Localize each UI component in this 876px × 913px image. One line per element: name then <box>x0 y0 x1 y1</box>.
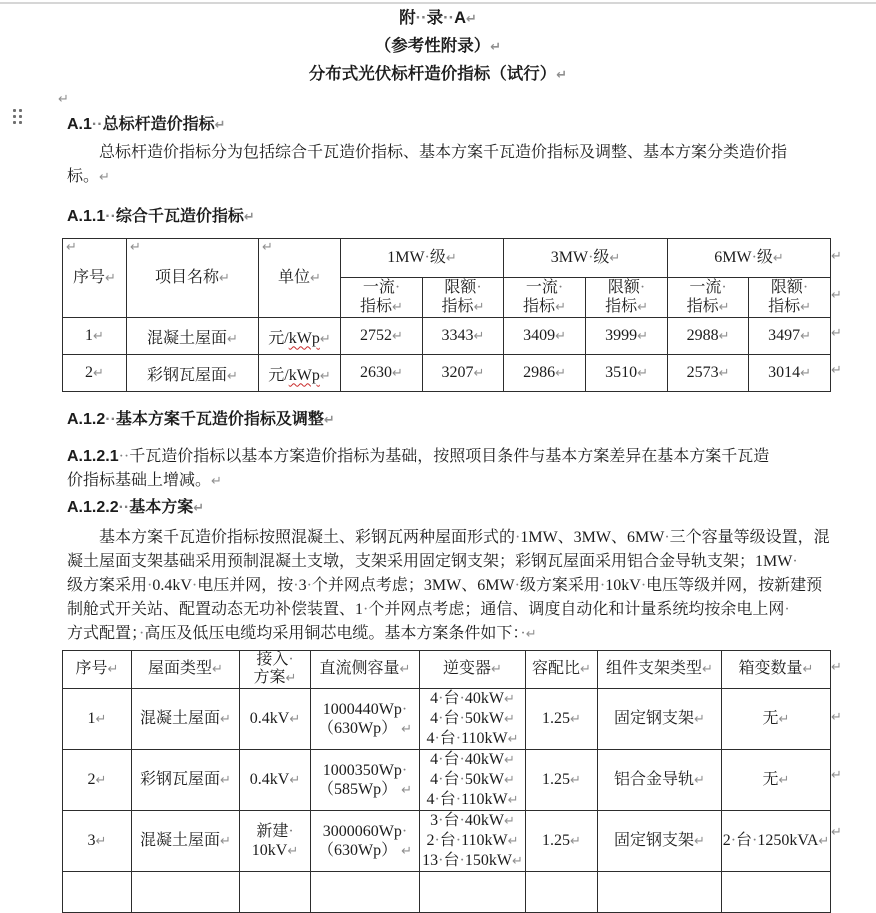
t1-cell-value[interactable] <box>423 355 504 392</box>
cell-text: 3497↵ <box>768 327 811 344</box>
cell-corner-mark: ↵ <box>262 240 273 255</box>
empty-paragraph-mark: ↵ <box>58 92 69 107</box>
t1-subheader[interactable] <box>668 278 749 318</box>
t1-cell-value[interactable] <box>668 355 749 392</box>
t2-cell[interactable] <box>420 750 526 811</box>
t2-cell[interactable] <box>420 872 526 913</box>
paragraph-mark: ↵ <box>319 368 331 384</box>
appendix-heading[interactable]: 附··录··A↵ <box>399 9 477 27</box>
t1-cell-value[interactable] <box>749 355 831 392</box>
t2-header[interactable] <box>63 651 132 689</box>
t2-cell[interactable] <box>240 811 311 872</box>
t2-cell[interactable] <box>526 811 598 872</box>
comprehensive-cost-table <box>62 238 842 392</box>
t2-cell[interactable] <box>240 689 311 750</box>
t2-cell[interactable] <box>598 750 722 811</box>
t1-cell-value[interactable] <box>504 355 586 392</box>
table-row <box>63 750 831 811</box>
t2-header-label: 容配比↵ <box>532 660 591 677</box>
t1-header-1mw[interactable] <box>341 239 504 278</box>
cell-text: 固定钢支架↵ <box>614 710 705 727</box>
cell-text: 2·台·1250kVA↵ <box>722 832 830 849</box>
t1-header-seq-label: 序号↵ <box>73 268 116 286</box>
t2-header[interactable] <box>240 651 311 689</box>
t1-cell-value[interactable] <box>423 318 504 355</box>
row-end-mark: ↵ <box>831 249 842 264</box>
t2-cell[interactable] <box>132 750 240 811</box>
cell-text: 彩钢瓦屋面↵ <box>140 771 231 788</box>
t1-header-3mw-label: 3MW·级↵ <box>550 248 621 266</box>
t1-header-6mw-label: 6MW·级↵ <box>714 248 784 266</box>
t1-subheader[interactable] <box>749 278 831 318</box>
t2-cell[interactable] <box>240 750 311 811</box>
cell-text: 1↵ <box>87 710 107 727</box>
cell-text: 3207↵ <box>441 364 485 381</box>
t1-cell-value[interactable] <box>341 318 423 355</box>
t1-cell-unit[interactable] <box>259 355 341 392</box>
cell-text: 混凝土屋面↵ <box>140 710 231 727</box>
t1-cell-value[interactable] <box>586 318 668 355</box>
t1-cell-name[interactable] <box>127 318 259 355</box>
row-end-mark: ↵ <box>831 363 842 378</box>
clause-text: ··千瓦造价指标以基本方案造价指标为基础，按照项目条件与基本方案差异在基本方案千瓦造 价指标基础上增减。↵ <box>67 448 770 489</box>
t2-cell[interactable] <box>240 872 311 913</box>
table-row <box>63 355 831 392</box>
table-row-clipped <box>63 872 831 913</box>
cell-text: 3000060Wp· （630Wp） ↵ <box>317 822 412 859</box>
t2-header-label: 屋面类型↵ <box>148 660 223 677</box>
top-border-line <box>0 2 876 4</box>
cell-text: 3014↵ <box>768 364 811 381</box>
t1-header-item[interactable] <box>127 239 259 318</box>
t2-cell[interactable] <box>526 872 598 913</box>
t2-cell[interactable] <box>722 872 831 913</box>
cell-text: 1.25↵ <box>542 771 581 788</box>
t1-subheader-label: 一流· 指标↵ <box>686 279 730 315</box>
cell-text: 无↵ <box>762 771 790 788</box>
paragraph-a1[interactable]: 总标杆造价指标分为包括综合千瓦造价指标、基本方案千瓦造价指标及调整、基本方案分类造价指 标。↵ <box>67 144 788 185</box>
cell-text: 1↵ <box>85 327 104 344</box>
t1-cell-value[interactable] <box>504 318 586 355</box>
cell-text: 3↵ <box>87 832 107 849</box>
cell-text: 固定钢支架↵ <box>614 832 705 849</box>
t1-subheader[interactable] <box>423 278 504 318</box>
t1-subheader-label: 限额· 指标↵ <box>768 279 811 315</box>
cell-corner-mark: ↵ <box>130 240 141 255</box>
cell-text: 2986↵ <box>523 364 566 381</box>
t2-cell[interactable] <box>722 750 831 811</box>
cell-text: 元/ <box>268 329 289 347</box>
t1-subheader-label: 一流· 指标↵ <box>523 279 566 315</box>
cell-text: 3409↵ <box>523 327 566 344</box>
heading-a11[interactable]: A.1.1··综合千瓦造价指标↵ <box>67 208 255 225</box>
basic-scheme-table-wrap <box>62 650 842 913</box>
cell-text: 3999↵ <box>605 327 648 344</box>
t1-header-1mw-label: 1MW·级↵ <box>387 248 457 266</box>
t1-cell-value[interactable] <box>586 355 668 392</box>
cell-text: 2↵ <box>87 771 107 788</box>
t2-cell[interactable] <box>311 750 420 811</box>
heading-a1[interactable]: A.1··总标杆造价指标↵ <box>67 116 226 133</box>
cell-text: 4·台·40kW↵ 4·台·50kW↵ 4·台·110kW↵ <box>426 751 519 808</box>
t2-cell[interactable] <box>722 689 831 750</box>
t2-cell[interactable] <box>132 689 240 750</box>
t1-header-unit[interactable] <box>259 239 341 318</box>
t1-cell-value[interactable] <box>341 355 423 392</box>
t1-subheader-label: 限额· 指标↵ <box>441 279 485 315</box>
t1-header-3mw[interactable] <box>504 239 668 278</box>
appendix-type-heading[interactable]: （参考性附录）↵ <box>374 37 502 55</box>
t2-cell[interactable] <box>132 872 240 913</box>
cell-text: 1000350Wp· （585Wp） ↵ <box>317 761 412 798</box>
t2-header-label: 直流侧容量↵ <box>319 660 411 677</box>
cell-text: 3·台·40kW↵ 2·台·110kW↵ 13·台·150kW↵ <box>422 812 523 869</box>
t1-cell-seq[interactable] <box>63 318 127 355</box>
cell-text: 2630↵ <box>360 364 403 381</box>
t2-cell[interactable] <box>63 872 132 913</box>
t1-header-item-label: 项目名称↵ <box>155 268 230 286</box>
t1-subheader-label: 一流· 指标↵ <box>360 279 403 315</box>
t2-header[interactable] <box>598 651 722 689</box>
t2-cell[interactable] <box>598 872 722 913</box>
t2-header-label: 接入· 方案↵ <box>253 651 297 686</box>
t1-header-seq[interactable] <box>63 239 127 318</box>
t2-cell[interactable] <box>311 872 420 913</box>
t2-header[interactable] <box>722 651 831 689</box>
t1-subheader[interactable] <box>504 278 586 318</box>
cost-indicator-table[interactable] <box>62 238 831 392</box>
basic-scheme-table[interactable] <box>62 650 831 913</box>
row-end-mark: ↵ <box>831 768 842 783</box>
t2-header-label: 组件支架类型↵ <box>606 660 713 677</box>
paragraph-mark: ↵ <box>319 331 331 347</box>
t2-header[interactable] <box>526 651 598 689</box>
t2-cell[interactable] <box>63 750 132 811</box>
cell-text: 0.4kV↵ <box>249 710 301 727</box>
t1-cell-name[interactable] <box>127 355 259 392</box>
row-end-mark: ↵ <box>831 288 842 303</box>
cell-text: 元/ <box>268 366 289 384</box>
t2-header-label: 序号↵ <box>75 660 119 677</box>
cell-text: 0.4kV↵ <box>249 771 301 788</box>
table-row <box>63 689 831 750</box>
t2-header-label: 逆变器↵ <box>443 660 502 677</box>
t2-header[interactable] <box>420 651 526 689</box>
t1-subheader[interactable] <box>341 278 423 318</box>
paragraph-a122[interactable]: 基本方案千瓦造价指标按照混凝土、彩钢瓦两种屋面形式的·1MW、3MW、6MW·三个容量等级设置，混 凝土屋面支架基础采用预制混凝土支墩，支架采用固定钢支架；彩钢瓦屋面采用铝合金导轨支架；1MW· 级方案采用·0.4kV·电压并网，按·3·个并网点考虑；3MW、6MW·级方案采用·10kV·电压等级并网，按新建预 制舱式开关站、配置动态无功补偿装置、1·个并网点考虑；通信、调度自动化和计量系统均按余电上网· 方式配置；·高压及低压电缆均采用铜芯电缆。基本方案条件如下：·↵ <box>67 529 830 642</box>
cell-text: 2988↵ <box>686 327 730 344</box>
spellcheck-word: kWp <box>288 366 320 384</box>
t1-header-unit-label: 单位↵ <box>278 268 321 286</box>
cell-text: 2573↵ <box>686 364 730 381</box>
t2-header[interactable] <box>311 651 420 689</box>
t2-cell[interactable] <box>420 811 526 872</box>
t2-cell[interactable] <box>420 689 526 750</box>
cell-text: 铝合金导轨↵ <box>614 771 705 788</box>
table-row <box>63 318 831 355</box>
t1-header-6mw[interactable] <box>668 239 831 278</box>
paragraph-a121[interactable] <box>67 445 848 494</box>
t2-header[interactable] <box>132 651 240 689</box>
t2-cell[interactable] <box>722 811 831 872</box>
cell-text: 2↵ <box>85 364 104 381</box>
cell-text: 3510↵ <box>605 364 648 381</box>
cell-text: 3343↵ <box>441 327 485 344</box>
t1-subheader-label: 限额· 指标↵ <box>605 279 648 315</box>
t2-cell[interactable] <box>311 689 420 750</box>
cell-text: 1.25↵ <box>542 832 581 849</box>
t1-subheader[interactable] <box>586 278 668 318</box>
heading-a12[interactable]: A.1.2··基本方案千瓦造价指标及调整↵ <box>67 411 335 428</box>
cell-text: 2752↵ <box>360 327 403 344</box>
drag-handle-icon[interactable] <box>13 109 25 127</box>
t2-cell[interactable] <box>63 811 132 872</box>
t2-header-label: 箱变数量↵ <box>738 660 814 677</box>
row-end-mark: ↵ <box>831 660 842 675</box>
cell-corner-mark: ↵ <box>66 240 77 255</box>
cell-text: 无↵ <box>762 710 790 727</box>
cell-text: 混凝土屋面↵ <box>147 329 238 347</box>
t2-cell[interactable] <box>526 689 598 750</box>
heading-a122[interactable]: A.1.2.2··基本方案↵ <box>67 499 205 516</box>
row-end-mark: ↵ <box>831 326 842 341</box>
t1-cell-unit[interactable] <box>259 318 341 355</box>
cell-text: 1.25↵ <box>542 710 581 727</box>
cell-text: 4·台·40kW↵ 4·台·50kW↵ 4·台·110kW↵ <box>426 690 519 747</box>
t1-cell-value[interactable] <box>749 318 831 355</box>
t2-cell[interactable] <box>132 811 240 872</box>
document-title[interactable]: 分布式光伏标杆造价指标（试行）↵ <box>308 65 568 83</box>
clause-label: A.1.2.1 <box>67 448 119 465</box>
t2-cell[interactable] <box>526 750 598 811</box>
cell-text: 1000440Wp· （630Wp） ↵ <box>317 700 412 737</box>
t2-cell[interactable] <box>63 689 132 750</box>
table-row <box>63 811 831 872</box>
t2-cell[interactable] <box>598 689 722 750</box>
cell-text: 混凝土屋面↵ <box>140 832 231 849</box>
t2-cell[interactable] <box>598 811 722 872</box>
cell-text: 彩钢瓦屋面↵ <box>147 366 238 384</box>
t1-cell-seq[interactable] <box>63 355 127 392</box>
cell-text: 新建· 10kV↵ <box>251 822 299 859</box>
row-end-mark: ↵ <box>831 710 842 725</box>
t2-cell[interactable] <box>311 811 420 872</box>
t1-cell-value[interactable] <box>668 318 749 355</box>
row-end-mark: ↵ <box>831 825 842 840</box>
spellcheck-word: kWp <box>288 329 320 347</box>
